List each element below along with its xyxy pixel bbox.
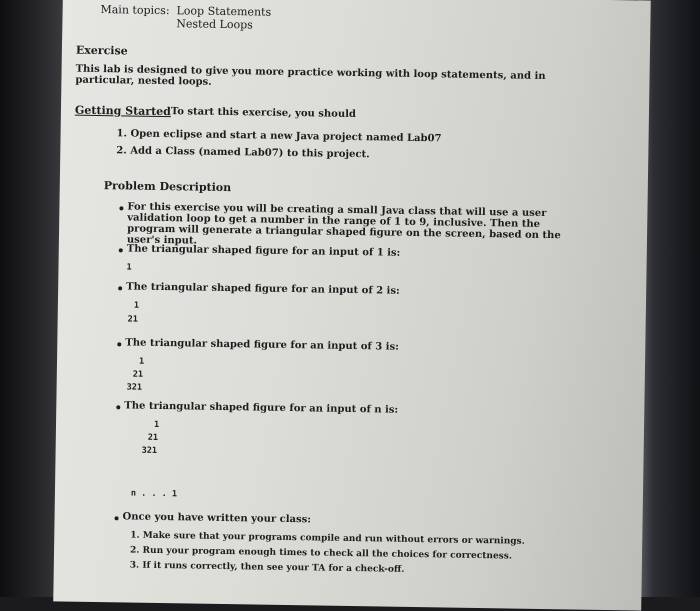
- input-3-label: The triangular shaped figure for an input of 3 is:: [125, 337, 399, 353]
- topics-label: Main topics:: [100, 3, 170, 18]
- problem-heading: Problem Description: [103, 179, 232, 195]
- problem-intro: For this exercise you will be creating a small Java class that will use a user validation loop to get a number in the range of 1 to 9, inclusive. Then the program will generate a triangular shaped figure on the screen, based on the user's input.: [126, 201, 561, 247]
- figure-n-line: 321: [141, 445, 158, 456]
- figure-3-line: 321: [126, 382, 143, 393]
- figure-1-line: 1: [126, 262, 132, 273]
- once-written-label: Once you have written your class:: [122, 511, 312, 526]
- topic-nested-loops: Nested Loops: [176, 17, 253, 32]
- bullet-dot: [119, 206, 123, 210]
- bullet-dot: [119, 248, 123, 252]
- desk-left-edge: [0, 0, 62, 597]
- bullet-dot: [118, 286, 122, 290]
- exercise-heading: Exercise: [75, 43, 128, 58]
- figure-3-line: 21: [132, 369, 144, 380]
- final-step-3: 3. If it runs correctly, then see your TA for a check-off.: [129, 560, 405, 575]
- input-1-label: The triangular shaped figure for an input of 1 is:: [126, 243, 401, 259]
- lab-sheet: [53, 0, 651, 611]
- bullet-dot: [117, 342, 121, 346]
- figure-2-line: 1: [133, 300, 140, 311]
- figure-n-line: n . . . 1: [130, 488, 178, 500]
- bullet-dot: [116, 405, 120, 409]
- figure-3-line: 1: [138, 356, 145, 367]
- figure-2-line: 21: [127, 314, 139, 325]
- topic-loop-statements: Loop Statements: [176, 4, 272, 19]
- exercise-text: This lab is designed to give you more practice working with loop statements, and in particular, nested loops.: [75, 63, 546, 88]
- step-2: 2. Add a Class (named Lab07) to this project.: [116, 145, 370, 161]
- getting-started-heading: Getting Started: [74, 103, 172, 119]
- input-n-label: The triangular shaped figure for an input of n is:: [124, 400, 399, 416]
- final-step-1: 1. Make sure that your programs compile and run without errors or warnings.: [130, 530, 525, 547]
- step-1: 1. Open eclipse and start a new Java project named Lab07: [116, 128, 442, 145]
- figure-n-line: 1: [153, 419, 160, 430]
- figure-n-line: 21: [147, 432, 159, 443]
- final-step-2: 2. Run your program enough times to check all the choices for correctness.: [129, 545, 513, 562]
- bullet-dot: [115, 516, 119, 520]
- getting-started-intro: To start this exercise, you should: [170, 106, 357, 121]
- input-2-label: The triangular shaped figure for an input of 2 is:: [126, 281, 400, 297]
